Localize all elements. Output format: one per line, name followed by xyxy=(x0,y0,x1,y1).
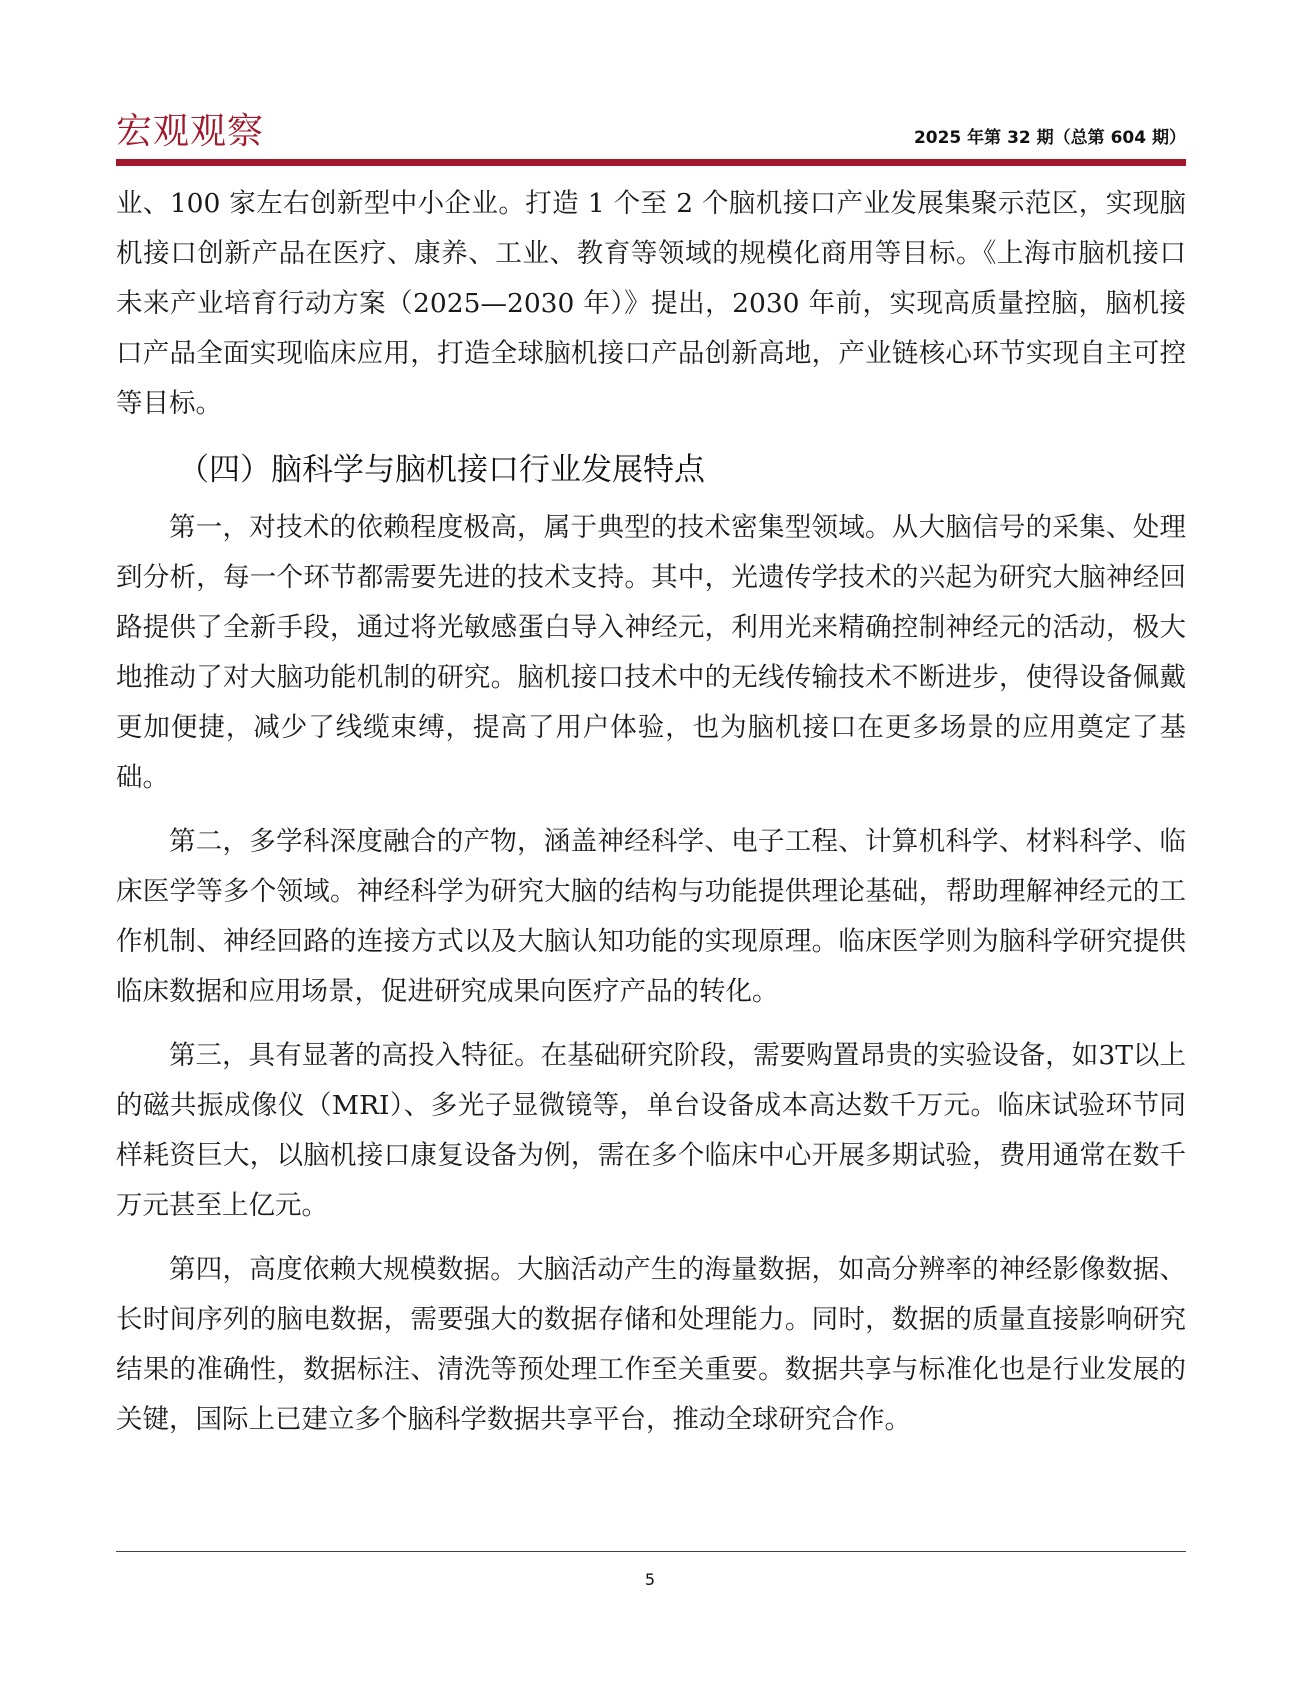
page-header xyxy=(116,108,1186,166)
publication-title: 宏观观察 xyxy=(116,111,265,152)
continued-paragraph: 业、100 家左右创新型中小企业。打造 1 个至 2 个脑机接口产业发展集聚示范区，实现脑机接口创新产品在医疗、康养、工业、教育等领域的规模化商用等目标。《上海市脑机接口未来产业培育行动方案（2025—2030 年）》提出，2030 年前，实现高质量控脑，脑机接口产品全面实现临床应用，打造全球脑机接口产品创新高地，产业链核心环节实现自主可控等目标。 xyxy=(116,188,1186,419)
body-paragraph: 第二，多学科深度融合的产物，涵盖神经科学、电子工程、计算机科学、材料科学、临床医学等多个领域。神经科学为研究大脑的结构与功能提供理论基础，帮助理解神经元的工作机制、神经回路的连接方式以及大脑认知功能的实现原理。临床医学则为脑科学研究提供临床数据和应用场景，促进研究成果向医疗产品的转化。 xyxy=(116,826,1186,1007)
body-paragraph: 第一，对技术的依赖程度极高，属于典型的技术密集型领域。从大脑信号的采集、处理到分析，每一个环节都需要先进的技术支持。其中，光遗传学技术的兴起为研究大脑神经回路提供了全新手段，通过将光敏感蛋白导入神经元，利用光来精确控制神经元的活动，极大地推动了对大脑功能机制的研究。脑机接口技术中的无线传输技术不断进步，使得设备佩戴更加便捷，减少了线缆束缚，提高了用户体验，也为脑机接口在更多场景的应用奠定了基础。 xyxy=(116,512,1186,793)
header-divider xyxy=(116,159,1186,166)
page-body xyxy=(116,179,1186,1445)
body-paragraph: 第四，高度依赖大规模数据。大脑活动产生的海量数据，如高分辨率的神经影像数据、长时间序列的脑电数据，需要强大的数据存储和处理能力。同时，数据的质量直接影响研究结果的准确性，数据标注、清洗等预处理工作至关重要。数据共享与标准化也是行业发展的关键，国际上已建立多个脑科学数据共享平台，推动全球研究合作。 xyxy=(116,1254,1186,1435)
footer-divider xyxy=(116,1551,1186,1552)
page-number: 5 xyxy=(644,1570,656,1589)
body-paragraph: 第三，具有显著的高投入特征。在基础研究阶段，需要购置昂贵的实验设备，如3T以上的磁共振成像仪（MRI）、多光子显微镜等，单台设备成本高达数千万元。临床试验环节同样耗资巨大，以脑机接口康复设备为例，需在多个临床中心开展多期试验，费用通常在数千万元甚至上亿元。 xyxy=(116,1040,1186,1221)
issue-number: 2025 年第 32 期（总第 604 期） xyxy=(913,128,1186,148)
section-heading: （四）脑科学与脑机接口行业发展特点 xyxy=(178,452,705,488)
